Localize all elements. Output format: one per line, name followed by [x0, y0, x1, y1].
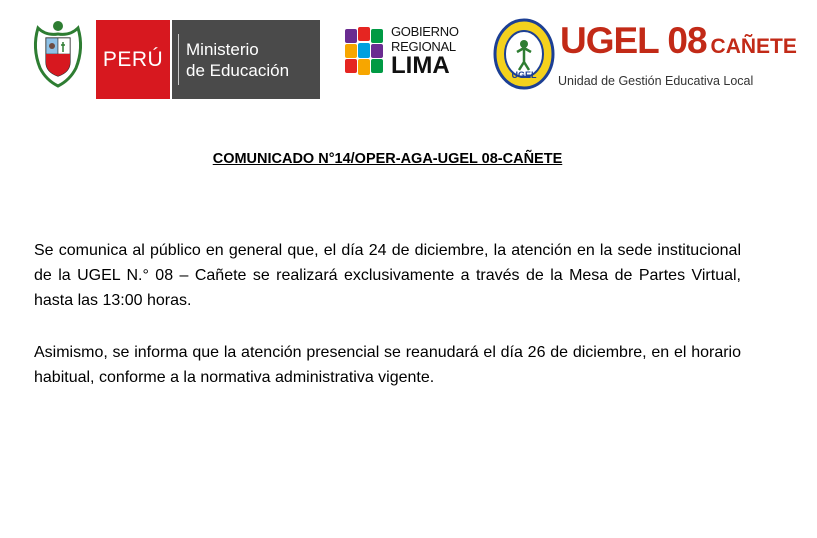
ugel-seal-label: [493, 18, 555, 90]
document-title: COMUNICADO N°14/OPER-AGA-UGEL 08-CAÑETE: [212, 151, 563, 167]
gob-line-3: LIMA: [391, 52, 450, 79]
letterhead: [0, 0, 817, 110]
ugel-place: CAÑETE: [710, 35, 797, 58]
peru-label: PERÚ: [102, 47, 164, 71]
gobierno-regional-logo-icon: [343, 25, 385, 79]
minedu-brand-block: [172, 20, 320, 99]
ugel-seal-text: UGEL: [511, 70, 537, 80]
gobierno-regional-wordmark: [391, 24, 461, 78]
gob-line-2: REGIONAL: [391, 39, 456, 54]
ugel-title: [560, 20, 797, 62]
paragraph-2: Asimismo, se informa que la atención presencial se reanudará el día 26 de diciembre, en el horario habitual, conforme a la normativa administrativa vigente.: [34, 344, 741, 386]
peru-brand-block: [96, 20, 170, 99]
gob-line-1: GOBIERNO: [391, 24, 459, 39]
minedu-line-1: Ministerio: [186, 39, 259, 59]
minedu-line-2: de Educación: [186, 60, 290, 80]
peru-coat-of-arms-icon: [30, 18, 86, 90]
ugel-subtitle: Unidad de Gestión Educativa Local: [558, 74, 754, 88]
paragraph-1: Se comunica al público en general que, el día 24 de diciembre, la atención en la sede institucional de la UGEL N.° 08 – Cañete se realizará exclusivamente a través de la Mesa de Partes Virtual, hasta las 13:00 horas.: [34, 242, 741, 309]
ugel-name: UGEL 08: [560, 20, 707, 61]
